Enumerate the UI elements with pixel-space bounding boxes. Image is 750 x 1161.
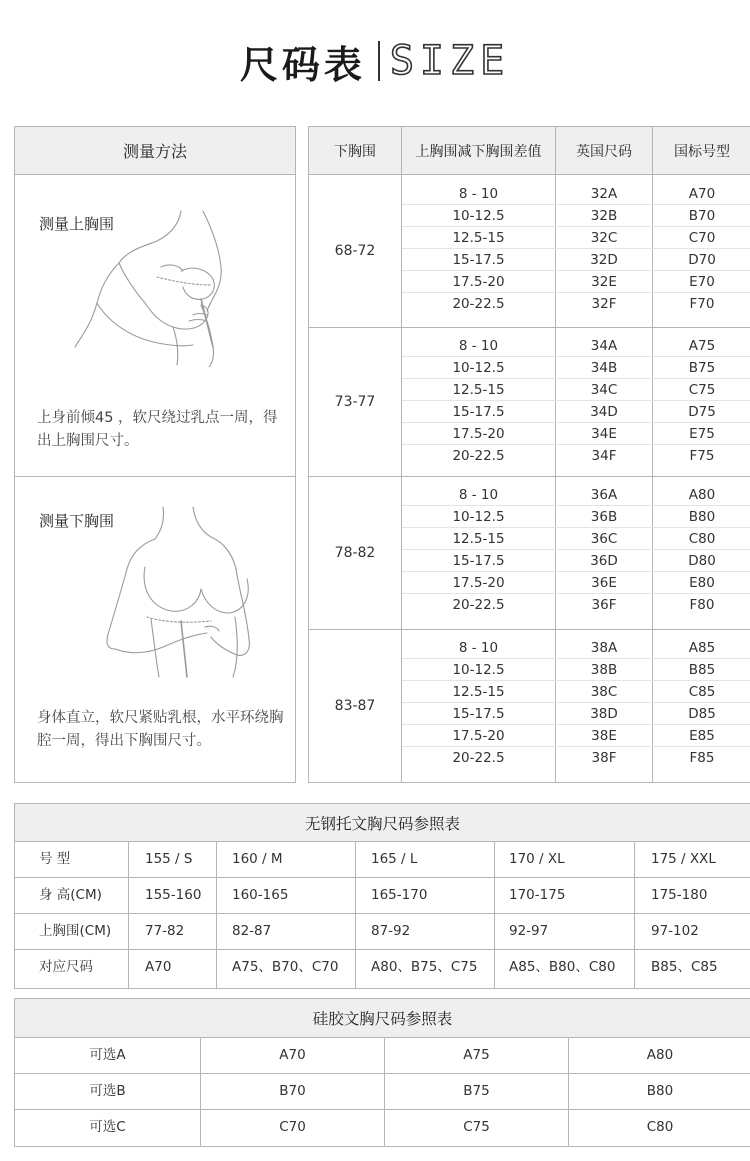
silicone-table xyxy=(14,998,750,1147)
difference-cell: 20-22.5 xyxy=(452,597,505,613)
underbust-cell: 68-72 xyxy=(334,243,376,259)
table-row xyxy=(402,484,750,506)
difference-cell: 15-17.5 xyxy=(452,404,505,420)
table-cell: B70 xyxy=(279,1083,306,1099)
intl-size-cell: B85 xyxy=(688,662,716,678)
intl-size-cell: A75 xyxy=(688,338,716,354)
difference-cell: 12.5-15 xyxy=(452,230,505,246)
table-row xyxy=(402,357,750,379)
under-bust-title: 测量下胸围 xyxy=(39,512,115,530)
table-cell: A70 xyxy=(279,1047,306,1063)
nonwire-table xyxy=(14,803,750,989)
size-table xyxy=(308,126,750,783)
table-row xyxy=(402,528,750,550)
uk-size-cell: 36C xyxy=(590,531,618,547)
title-divider xyxy=(378,41,380,81)
underbust-cell: 73-77 xyxy=(334,393,376,410)
difference-cell: 12.5-15 xyxy=(452,531,505,547)
uk-size-cell: 32F xyxy=(591,296,617,312)
table-cell: 155 / S xyxy=(145,851,193,867)
difference-cell: 17.5-20 xyxy=(452,728,505,744)
table-row xyxy=(402,506,750,528)
intl-size-cell: C80 xyxy=(688,531,716,547)
difference-cell: 8 - 10 xyxy=(458,487,499,503)
uk-size-cell: 38D xyxy=(590,706,618,722)
uk-size-cell: 38A xyxy=(590,640,618,656)
table-row xyxy=(15,914,750,950)
table-row xyxy=(402,747,750,769)
difference-cell: 17.5-20 xyxy=(452,426,505,442)
size-table-header xyxy=(309,127,750,175)
table-cell: 160 / M xyxy=(232,851,283,867)
table-cell: C80 xyxy=(646,1119,674,1135)
table-cell: 175 / XXL xyxy=(651,851,716,867)
table-row xyxy=(15,1038,750,1074)
row-label: 上胸围(CM) xyxy=(39,923,112,939)
uk-size-cell: 32B xyxy=(590,208,618,224)
table-row xyxy=(402,205,750,227)
column-divider xyxy=(216,842,217,988)
table-cell: 155-160 xyxy=(145,887,202,903)
intl-size-cell: F80 xyxy=(689,597,715,613)
table-cell: 92-97 xyxy=(509,923,549,939)
difference-cell: 20-22.5 xyxy=(452,296,505,312)
table-cell: 87-92 xyxy=(371,923,411,939)
table-cell: 160-165 xyxy=(232,887,289,903)
difference-cell: 10-12.5 xyxy=(452,662,505,678)
underbust-cell: 83-87 xyxy=(334,697,376,714)
table-cell: B75 xyxy=(463,1083,490,1099)
table-cell: 82-87 xyxy=(232,923,272,939)
uk-size-cell: 34E xyxy=(591,426,617,442)
upper-bust-illustration xyxy=(61,207,241,367)
table-cell: 170 / XL xyxy=(509,851,565,867)
row-label: 可选B xyxy=(89,1083,126,1099)
table-cell: A85、B80、C80 xyxy=(509,959,616,975)
difference-cell: 10-12.5 xyxy=(452,208,505,224)
row-label: 号 型 xyxy=(39,851,71,867)
intl-size-cell: C85 xyxy=(688,684,716,700)
uk-size-cell: 32D xyxy=(590,252,618,268)
underbust-cell: 78-82 xyxy=(334,544,376,561)
row-label: 可选C xyxy=(89,1119,126,1135)
difference-cell: 15-17.5 xyxy=(452,252,505,268)
intl-size-cell: D80 xyxy=(688,553,716,569)
table-cell: 97-102 xyxy=(651,923,699,939)
table-cell: 77-82 xyxy=(145,923,185,939)
table-row xyxy=(402,271,750,293)
table-cell: A80 xyxy=(646,1047,674,1063)
uk-size-cell: 34F xyxy=(591,448,617,464)
header-underbust: 下胸围 xyxy=(334,143,376,160)
intl-size-cell: E75 xyxy=(689,426,715,442)
uk-size-cell: 34C xyxy=(590,382,618,398)
intl-size-cell: B70 xyxy=(688,208,716,224)
table-cell: 175-180 xyxy=(651,887,708,903)
table-row xyxy=(402,293,750,315)
nonwire-table-title: 无钢托文胸尺码参照表 xyxy=(15,804,750,842)
title-chinese: 尺码表 xyxy=(239,42,366,87)
measure-panel xyxy=(14,126,296,783)
table-row xyxy=(402,594,750,616)
intl-size-cell: B75 xyxy=(688,360,716,376)
table-cell: A80、B75、C75 xyxy=(371,959,478,975)
measure-header: 测量方法 xyxy=(15,127,295,175)
under-bust-desc: 身体直立，软尺紧贴乳根，水平环绕胸腔一周，得出下胸围尺寸。 xyxy=(37,710,284,749)
table-row xyxy=(402,725,750,747)
header-uk-size: 英国尺码 xyxy=(576,143,632,160)
intl-size-cell: E80 xyxy=(689,575,715,591)
table-row xyxy=(402,423,750,445)
table-row xyxy=(402,401,750,423)
intl-size-cell: B80 xyxy=(688,509,716,525)
uk-size-cell: 34A xyxy=(590,338,618,354)
intl-size-cell: F85 xyxy=(689,750,715,766)
column-divider xyxy=(200,1038,201,1146)
difference-cell: 20-22.5 xyxy=(452,750,505,766)
uk-size-cell: 32C xyxy=(590,230,618,246)
difference-cell: 10-12.5 xyxy=(452,509,505,525)
table-row xyxy=(402,703,750,725)
table-row xyxy=(402,445,750,467)
size-group xyxy=(309,476,750,629)
difference-cell: 8 - 10 xyxy=(458,338,499,354)
difference-cell: 17.5-20 xyxy=(452,274,505,290)
difference-cell: 12.5-15 xyxy=(452,382,505,398)
upper-bust-title: 测量上胸围 xyxy=(39,215,115,233)
uk-size-cell: 36B xyxy=(590,509,618,525)
column-divider xyxy=(355,842,356,988)
intl-size-cell: F70 xyxy=(689,296,715,312)
difference-cell: 20-22.5 xyxy=(452,448,505,464)
column-divider xyxy=(634,842,635,988)
intl-size-cell: A70 xyxy=(688,186,716,202)
table-row xyxy=(15,1074,750,1110)
under-bust-section xyxy=(15,477,295,782)
difference-cell: 15-17.5 xyxy=(452,706,505,722)
table-cell: A75、B70、C70 xyxy=(232,959,339,975)
uk-size-cell: 34B xyxy=(590,360,618,376)
uk-size-cell: 36E xyxy=(591,575,617,591)
table-row xyxy=(402,681,750,703)
uk-size-cell: 36A xyxy=(590,487,618,503)
header-intl-size: 国标号型 xyxy=(674,143,730,160)
table-row xyxy=(15,950,750,986)
intl-size-cell: D70 xyxy=(688,252,716,268)
header-difference: 上胸围减下胸围差值 xyxy=(415,143,542,160)
difference-cell: 17.5-20 xyxy=(452,575,505,591)
row-label: 可选A xyxy=(89,1047,126,1063)
intl-size-cell: A80 xyxy=(688,487,716,503)
upper-bust-desc: 上身前倾45 ，软尺绕过乳点一周，得出上胸围尺寸。 xyxy=(37,410,278,449)
table-cell: A75 xyxy=(463,1047,490,1063)
column-divider xyxy=(494,842,495,988)
table-row xyxy=(402,249,750,271)
table-cell: C75 xyxy=(463,1119,490,1135)
table-cell: B80 xyxy=(646,1083,674,1099)
row-label: 身 高(CM) xyxy=(39,887,102,903)
table-row xyxy=(15,842,750,878)
table-cell: B85、C85 xyxy=(651,959,718,975)
title-english: SIZE xyxy=(389,38,511,84)
difference-cell: 12.5-15 xyxy=(452,684,505,700)
intl-size-cell: F75 xyxy=(689,448,715,464)
difference-cell: 8 - 10 xyxy=(458,186,499,202)
table-row xyxy=(402,183,750,205)
table-cell: C70 xyxy=(279,1119,306,1135)
intl-size-cell: E85 xyxy=(689,728,715,744)
uk-size-cell: 32A xyxy=(590,186,618,202)
upper-bust-section xyxy=(15,175,295,477)
table-cell: A70 xyxy=(145,959,172,975)
intl-size-cell: D75 xyxy=(688,404,716,420)
uk-size-cell: 38B xyxy=(590,662,618,678)
intl-size-cell: E70 xyxy=(689,274,715,290)
intl-size-cell: A85 xyxy=(688,640,716,656)
uk-size-cell: 34D xyxy=(590,404,618,420)
table-row xyxy=(402,572,750,594)
under-bust-illustration xyxy=(101,499,271,679)
size-group xyxy=(309,175,750,327)
uk-size-cell: 36F xyxy=(591,597,617,613)
table-cell: 165-170 xyxy=(371,887,428,903)
column-divider xyxy=(128,842,129,988)
difference-cell: 10-12.5 xyxy=(452,360,505,376)
table-row xyxy=(15,1110,750,1146)
intl-size-cell: C70 xyxy=(688,230,716,246)
column-divider xyxy=(384,1038,385,1146)
table-row xyxy=(402,335,750,357)
size-group xyxy=(309,327,750,476)
intl-size-cell: D85 xyxy=(688,706,716,722)
table-row xyxy=(402,550,750,572)
page-title xyxy=(0,30,750,92)
uk-size-cell: 38E xyxy=(591,728,617,744)
size-group xyxy=(309,629,750,782)
table-cell: 165 / L xyxy=(371,851,418,867)
table-cell: 170-175 xyxy=(509,887,566,903)
silicone-table-title: 硅胶文胸尺码参照表 xyxy=(15,999,750,1038)
column-divider xyxy=(568,1038,569,1146)
table-row xyxy=(402,379,750,401)
uk-size-cell: 36D xyxy=(590,553,618,569)
uk-size-cell: 38F xyxy=(591,750,617,766)
table-row xyxy=(15,878,750,914)
row-label: 对应尺码 xyxy=(39,959,93,975)
table-row xyxy=(402,227,750,249)
table-row xyxy=(402,659,750,681)
difference-cell: 15-17.5 xyxy=(452,553,505,569)
table-row xyxy=(402,637,750,659)
uk-size-cell: 38C xyxy=(590,684,618,700)
difference-cell: 8 - 10 xyxy=(458,640,499,656)
intl-size-cell: C75 xyxy=(688,382,716,398)
uk-size-cell: 32E xyxy=(591,274,617,290)
